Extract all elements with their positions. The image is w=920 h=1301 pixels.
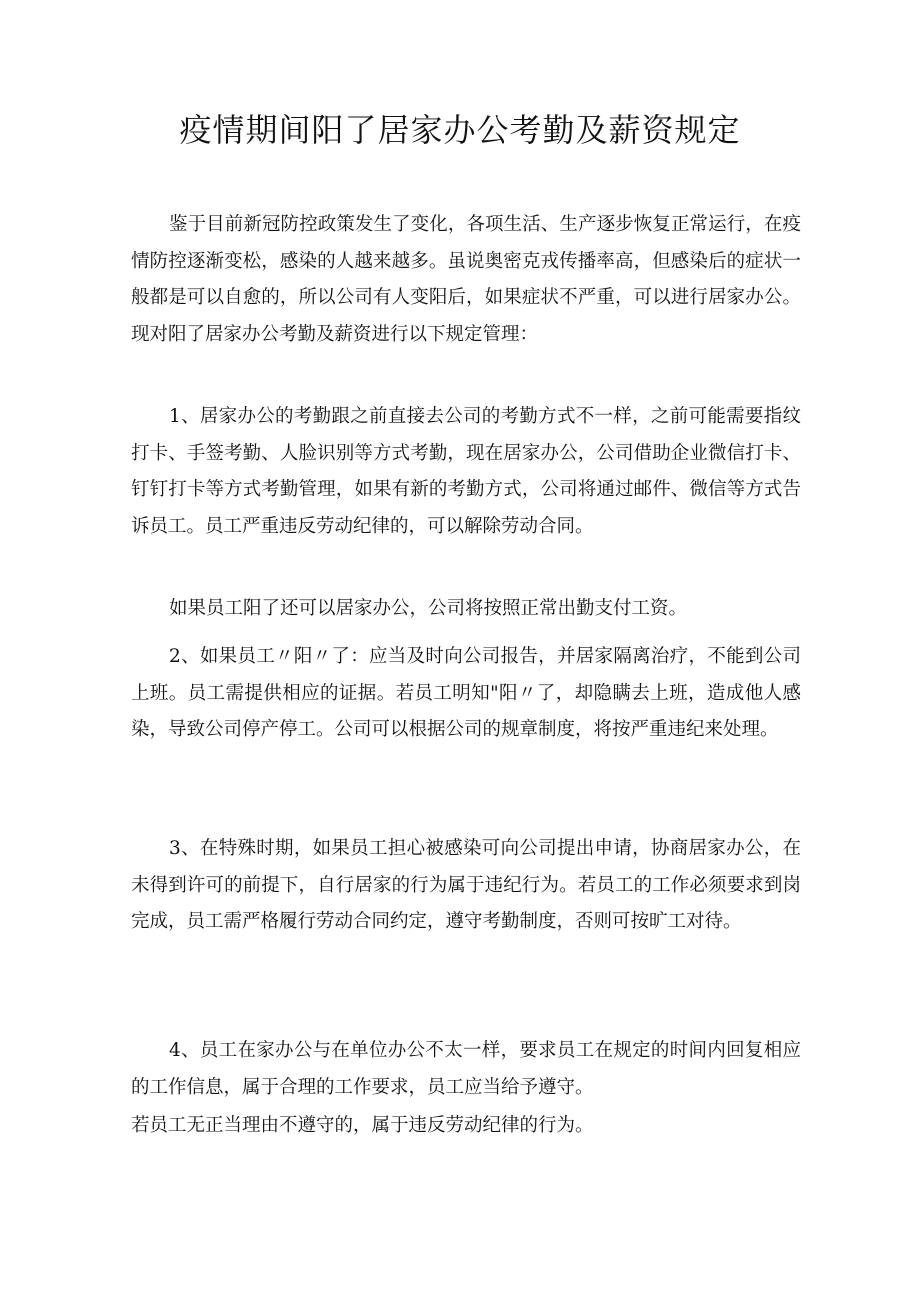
document-title: 疫情期间阳了居家办公考勤及薪资规定	[179, 111, 741, 149]
intro-paragraph: 鉴于目前新冠防控政策发生了变化，各项生活、生产逐步恢复正常运行，在疫情防控逐渐变松，感染的人越来越多。虽说奥密克戎传播率高，但感染后的症状一般都是可以自愈的，所以公司有人变阳后，如果症状不严重，可以进行居家办公。现对阳了居家办公考勤及薪资进行以下规定管理：	[131, 214, 801, 345]
clause-3-paragraph: 3、在特殊时期，如果员工担心被感染可向公司提出申请，协商居家办公，在未得到许可的前提下，自行居家的行为属于违纪行为。若员工的工作必须要求到岗完成，员工需严格履行劳动合同约定，遵守考勤制度，否则可按旷工对待。	[131, 838, 801, 932]
clause-4-note-paragraph: 若员工无正当理由不遵守的，属于违反劳动纪律的行为。	[131, 1115, 594, 1136]
clause-1-salary-paragraph: 如果员工阳了还可以居家办公，公司将按照正常出勤支付工资。	[169, 598, 688, 619]
clause-4-paragraph: 4、员工在家办公与在单位办公不太一样，要求员工在规定的时间内回复相应的工作信息，属于合理的工作要求，员工应当给予遵守。	[131, 1040, 801, 1098]
clause-1-paragraph: 1、居家办公的考勤跟之前直接去公司的考勤方式不一样，之前可能需要指纹打卡、手签考勤、人脸识别等方式考勤，现在居家办公，公司借助企业微信打卡、钉钉打卡等方式考勤管理，如果有新的考勤方式，公司将通过邮件、微信等方式告诉员工。员工严重违反劳动纪律的，可以解除劳动合同。	[131, 406, 801, 537]
clause-2-paragraph: 2、如果员工〃阳〃了：应当及时向公司报告，并居家隔离治疗，不能到公司上班。员工需提供相应的证据。若员工明知"阳〃了，却隐瞒去上班，造成他人感染，导致公司停产停工。公司可以根据公司的规章制度，将按严重违纪来处理。	[131, 646, 801, 740]
